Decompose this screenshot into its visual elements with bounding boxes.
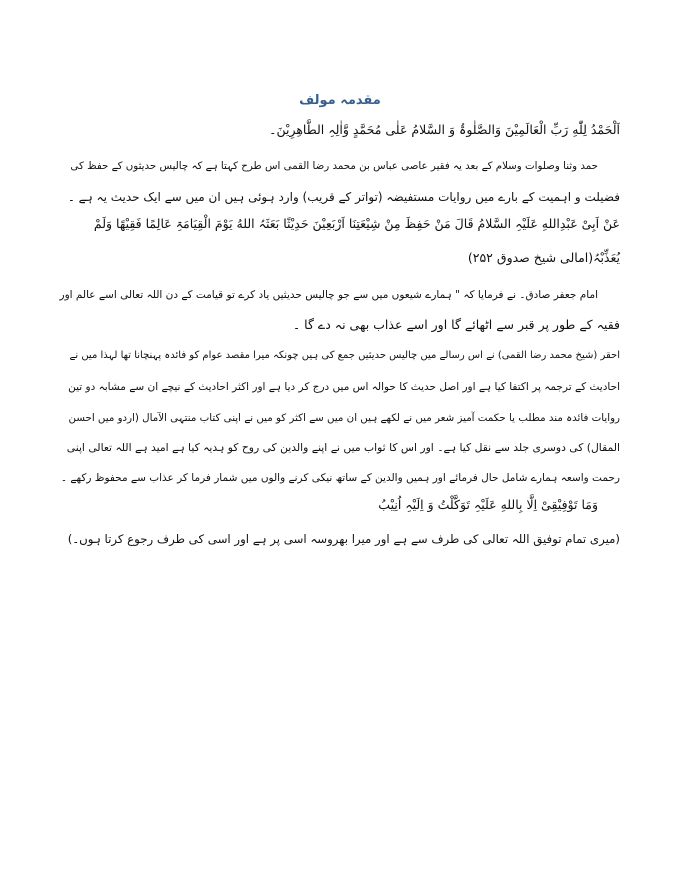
hadith-arabic: عَنْ اَبِیْ عَبْدِاللهِ عَلَیْہِ السَّلامُ قَالَ مَنْ حَفِظَ مِنْ شِیْعَتِنَا اَرْبَعِیْنَ حَدِیْثًا بَعَثَہُ اللهُ یَوْمَ الْقِیَامَۃِ عَالِمًا فَقِیْھًا وَلَمْ [93,216,620,231]
page-heading: مقدمہ مولف [299,93,381,108]
text-line: امام جعفر صادق۔ نے فرمایا کہ " ہمارے شیعوں میں سے جو چالیس حدیثیں یاد کرے تو قیامت کے دن اللہ تعالی اسے عالم اور [59,289,598,301]
text-line: المقال) کی دوسری جلد سے نقل کیا ہے۔ اور اس کا ثواب میں نے اپنے والدین کی روح کو ہدیہ کیا ہے امید ہے اللہ تعالی اپنی [66,441,620,454]
text-line: احقر (شیخ محمد رضا القمی) نے اس رسالے میں چالیس حدیثیں جمع کی ہیں چونکہ میرا مقصد عوام کو فائدہ پہنچانا تھا لہذا میں نے [69,350,620,361]
closing-translation: (میری تمام توفیق اللہ تعالی کی طرف سے ہے اور میرا بھروسہ اسی پر ہے اور اسی کی طرف رجوع کرتا ہوں۔) [67,532,620,546]
closing-arabic: وَمَا تَوْفِیْقِیْ اِلَّا بِاللهِ عَلَیْہِ تَوَکَّلْتُ وَ اِلَیْہِ اُنِیْبُ [378,497,598,512]
opening-dua: اَلْحَمْدُ لِلّٰهِ رَبِّ الْعَالَمِیْنَ وَالصَّلٰوۃُ وَ السَّلامُ عَلٰی مُحَمَّدٍ وَّاٰلِہِ الطَّاھِرِیْنَ۔ [269,122,620,137]
text-line: رحمت واسعہ ہمارے شامل حال فرمائے اور ہمیں والدین کے ساتھ نیکی کرنے والوں میں شمار فرما کر عذاب سے محفوظ رکھے ۔ [60,472,620,484]
text-line: فقیہ کے طور پر قبر سے اٹھائے گا اور اسے عذاب بھی نہ دے گا ۔ [292,317,620,332]
text-line: فضیلت و اہمیت کے بارے میں روایات مستفیضہ (تواتر کے قریب) وارد ہوئی ہیں ان میں سے ایک حدیث یہ ہے ۔ [67,190,620,204]
text-line: حمد وثنا وصلوات وسلام کے بعد یہ فقیر عاصی عباس بن محمد رضا القمی اس طرح کہتا ہے کہ چالیس حدیثوں کے حفظ کی [70,160,598,172]
hadith-reference: یُعَذِّبْہُ(امالی شیخ صدوق ۲۵۲) [467,250,620,265]
text-line: احادیث کے ترجمہ پر اکتفا کیا ہے اور اصل حدیث کا حوالہ اس میں درج کر دیا ہے اور اکثر احادیث کے نیچے ان سے مشابہ دو تین [68,381,620,393]
text-line: روایات فائدہ مند مطلب یا حکمت آمیز شعر میں نے لکھے ہیں ان میں سے اکثر کو میں نے اپنی کتاب منتہی الآمال (اردو میں احسن [68,412,620,424]
